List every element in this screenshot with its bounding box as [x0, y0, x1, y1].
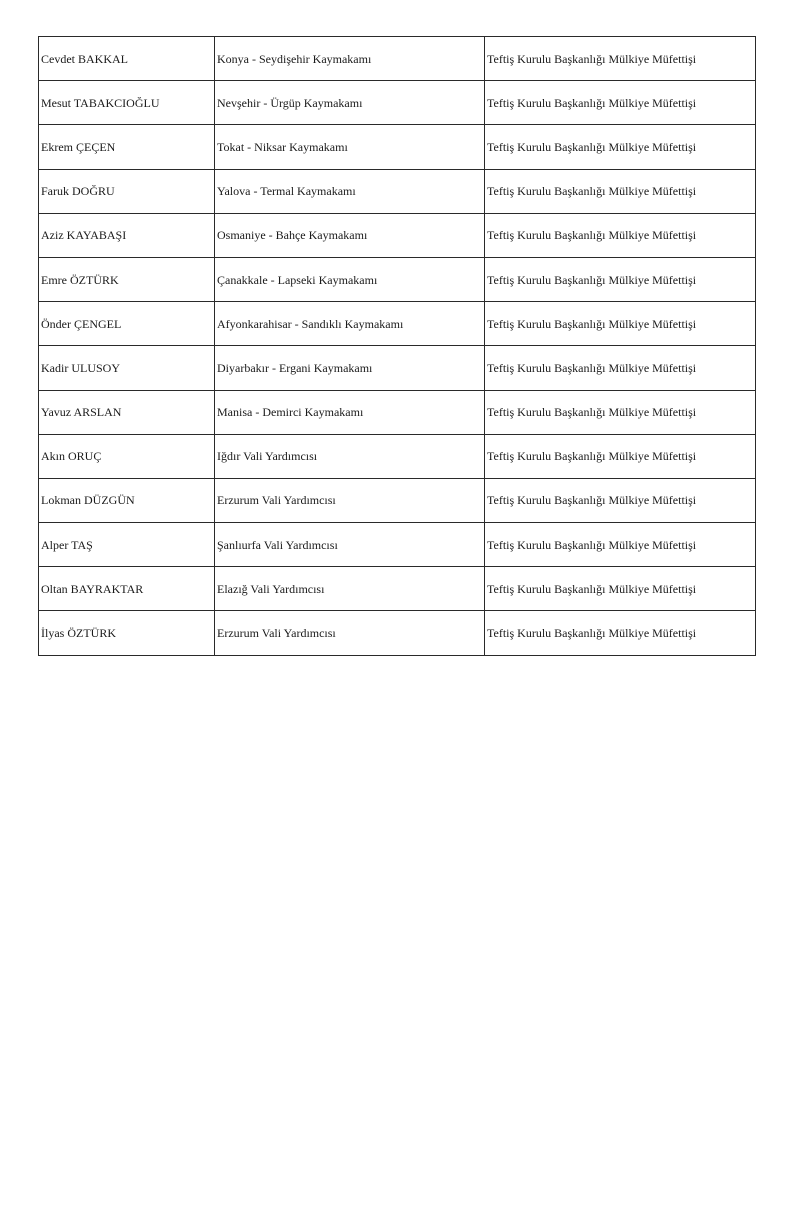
name-cell: Lokman DÜZGÜN: [39, 478, 215, 522]
new-post-cell: Teftiş Kurulu Başkanlığı Mülkiye Müfettişi: [485, 37, 756, 81]
new-post-cell: Teftiş Kurulu Başkanlığı Mülkiye Müfettişi: [485, 390, 756, 434]
name-cell: Faruk DOĞRU: [39, 169, 215, 213]
table-row: [39, 81, 756, 125]
name-cell: Alper TAŞ: [39, 523, 215, 567]
new-post-cell: Teftiş Kurulu Başkanlığı Mülkiye Müfettişi: [485, 125, 756, 169]
previous-post-cell: Tokat - Niksar Kaymakamı: [215, 125, 485, 169]
table-row: [39, 434, 756, 478]
name-cell: Mesut TABAKCIOĞLU: [39, 81, 215, 125]
appointments-table-body: [39, 37, 756, 656]
name-cell: Yavuz ARSLAN: [39, 390, 215, 434]
previous-post-cell: Afyonkarahisar - Sandıklı Kaymakamı: [215, 302, 485, 346]
table-row: [39, 567, 756, 611]
table-row: [39, 390, 756, 434]
previous-post-cell: Osmaniye - Bahçe Kaymakamı: [215, 213, 485, 257]
new-post-cell: Teftiş Kurulu Başkanlığı Mülkiye Müfettişi: [485, 302, 756, 346]
new-post-cell: Teftiş Kurulu Başkanlığı Mülkiye Müfettişi: [485, 567, 756, 611]
table-row: [39, 125, 756, 169]
previous-post-cell: Şanlıurfa Vali Yardımcısı: [215, 523, 485, 567]
table-row: [39, 478, 756, 522]
table-row: [39, 37, 756, 81]
new-post-cell: Teftiş Kurulu Başkanlığı Mülkiye Müfettişi: [485, 81, 756, 125]
table-row: [39, 346, 756, 390]
previous-post-cell: Manisa - Demirci Kaymakamı: [215, 390, 485, 434]
name-cell: Ekrem ÇEÇEN: [39, 125, 215, 169]
name-cell: İlyas ÖZTÜRK: [39, 611, 215, 655]
previous-post-cell: Iğdır Vali Yardımcısı: [215, 434, 485, 478]
new-post-cell: Teftiş Kurulu Başkanlığı Mülkiye Müfettişi: [485, 434, 756, 478]
table-row: [39, 169, 756, 213]
table-row: [39, 257, 756, 301]
name-cell: Oltan BAYRAKTAR: [39, 567, 215, 611]
table-row: [39, 523, 756, 567]
previous-post-cell: Erzurum Vali Yardımcısı: [215, 478, 485, 522]
appointments-table: [38, 36, 756, 656]
table-row: [39, 302, 756, 346]
new-post-cell: Teftiş Kurulu Başkanlığı Mülkiye Müfettişi: [485, 523, 756, 567]
new-post-cell: Teftiş Kurulu Başkanlığı Mülkiye Müfettişi: [485, 257, 756, 301]
new-post-cell: Teftiş Kurulu Başkanlığı Mülkiye Müfettişi: [485, 213, 756, 257]
previous-post-cell: Konya - Seydişehir Kaymakamı: [215, 37, 485, 81]
name-cell: Aziz KAYABAŞI: [39, 213, 215, 257]
new-post-cell: Teftiş Kurulu Başkanlığı Mülkiye Müfettişi: [485, 611, 756, 655]
previous-post-cell: Nevşehir - Ürgüp Kaymakamı: [215, 81, 485, 125]
previous-post-cell: Çanakkale - Lapseki Kaymakamı: [215, 257, 485, 301]
name-cell: Emre ÖZTÜRK: [39, 257, 215, 301]
table-row: [39, 611, 756, 655]
previous-post-cell: Erzurum Vali Yardımcısı: [215, 611, 485, 655]
name-cell: Önder ÇENGEL: [39, 302, 215, 346]
previous-post-cell: Yalova - Termal Kaymakamı: [215, 169, 485, 213]
name-cell: Akın ORUÇ: [39, 434, 215, 478]
new-post-cell: Teftiş Kurulu Başkanlığı Mülkiye Müfettişi: [485, 346, 756, 390]
previous-post-cell: Elazığ Vali Yardımcısı: [215, 567, 485, 611]
new-post-cell: Teftiş Kurulu Başkanlığı Mülkiye Müfettişi: [485, 169, 756, 213]
table-row: [39, 213, 756, 257]
name-cell: Kadir ULUSOY: [39, 346, 215, 390]
new-post-cell: Teftiş Kurulu Başkanlığı Mülkiye Müfettişi: [485, 478, 756, 522]
name-cell: Cevdet BAKKAL: [39, 37, 215, 81]
previous-post-cell: Diyarbakır - Ergani Kaymakamı: [215, 346, 485, 390]
